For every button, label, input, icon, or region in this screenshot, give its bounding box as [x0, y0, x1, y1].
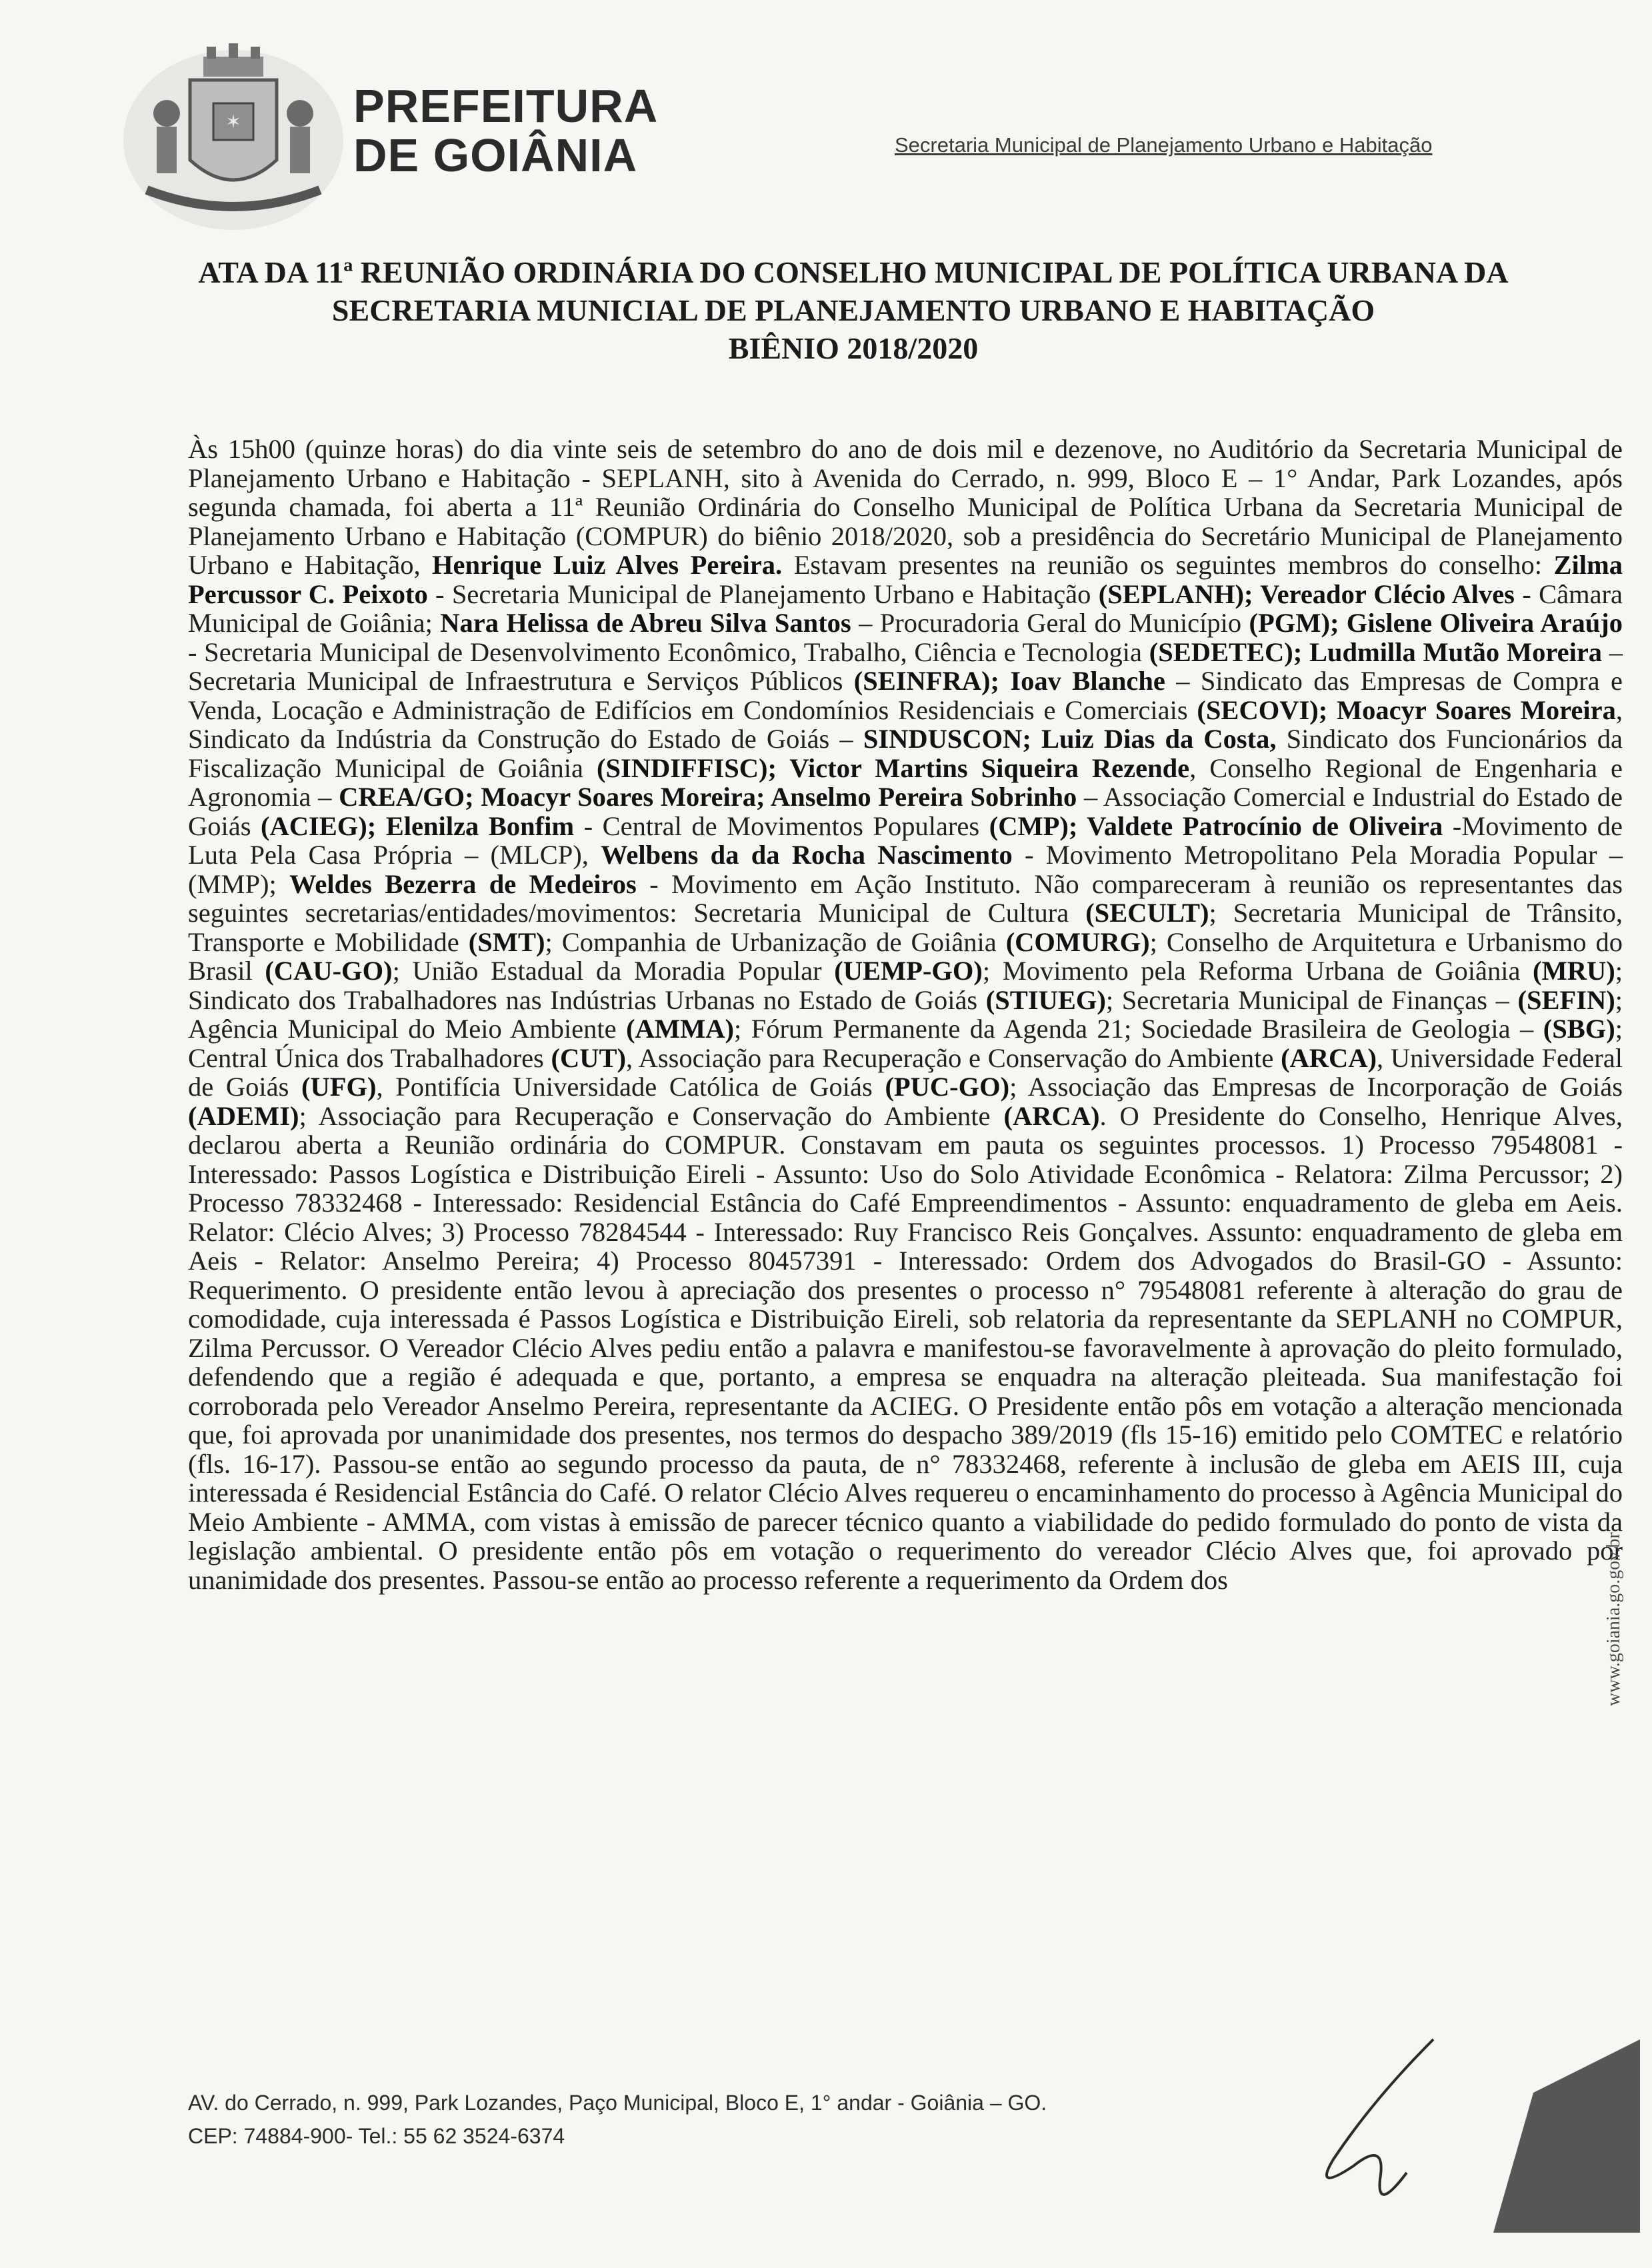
text-run: , Conselho Regional de Engenharia e Agronomia – [188, 752, 1623, 812]
title-line3: BIÊNIO 2018/2020 [728, 331, 979, 365]
bold-run: Welbens da da Rocha Nascimento [601, 840, 1013, 870]
title-line2: SECRETARIA MUNICIAL DE PLANEJAMENTO URBANO E HABITAÇÃO [331, 293, 1375, 327]
text-run: , Sindicato da Indústria da Construção do Estado de Goiás – [188, 694, 1623, 754]
title-line1: ATA DA 11ª REUNIÃO ORDINÁRIA DO CONSELHO MUNICIPAL DE POLÍTICA URBANA DA [198, 255, 1509, 289]
text-run: ; Movimento pela Reforma Urbana de Goiânia [982, 956, 1533, 986]
bold-run: (ACIEG); Elenilza Bonfim [261, 810, 575, 841]
text-run: ; Central Única dos Trabalhadores [188, 1014, 1623, 1073]
text-run: - Movimento em Ação Instituto. Não compareceram à reunião os representantes das seguintes secretarias/entidades/movimentos: Secretaria Municipal de Cultura [188, 868, 1623, 928]
bold-run: (UEMP-GO) [834, 956, 983, 986]
org-name [353, 81, 658, 180]
text-run: - Central de Movimentos Populares [574, 810, 989, 841]
text-run: Sindicato dos Funcionários da Fiscalização Municipal de Goiânia [188, 724, 1623, 783]
text-run: , Pontifícia Universidade Católica de Goiás [376, 1072, 885, 1102]
bold-run: (SEFIN) [1517, 984, 1615, 1015]
bold-run: Henrique Luiz Alves Pereira. [432, 550, 783, 580]
bold-run: (SECOVI); Moacyr Soares Moreira [1197, 694, 1616, 725]
text-run: ; União Estadual da Moradia Popular [392, 956, 835, 986]
bold-run: (ARCA) [1003, 1100, 1100, 1131]
bold-run: (SEINFRA); Ioav Blanche [853, 666, 1165, 696]
org-name-line1: PREFEITURA [353, 80, 659, 132]
bold-run: (SECULT) [1085, 898, 1209, 928]
text-run: – Secretaria Municipal de Infraestrutura e Serviços Públicos [188, 636, 1623, 696]
coat-of-arms-logo [120, 40, 347, 233]
bold-run: (CMP); Valdete Patrocínio de Oliveira [989, 810, 1443, 841]
bold-run: (SMT) [468, 926, 545, 957]
bold-run: (SBG) [1543, 1014, 1615, 1044]
text-run: ; Agência Municipal do Meio Ambiente [188, 984, 1623, 1044]
text-run: ; Secretaria Municipal de Finanças – [1105, 984, 1518, 1015]
text-run: . O Presidente do Conselho, Henrique Alves, declarou aberta a Reunião ordinária do COMPUR. Constavam em pauta os seguintes processos. 1) Processo 79548081 - Interessado: Passos Logística e Distribuição Eireli - Assunto: Uso do Solo Atividade Econômica - Relatora: Zilma Percussor; 2) Processo 78332468 - Interessado: Residencial Estância do Café Empreendimentos - Assunto: enquadramento de gleba em Aeis. Relator: Clécio Alves; 3) Processo 78284544 - Interessado: Ruy Francisco Reis Gonçalves. Assunto: enquadramento de gleba em Aeis - Relator: Anselmo Pereira; 4) Processo 80457391 - Interessado: Ordem dos Advogados do Brasil-GO - Assunto: Requerimento. O presidente então levou à apreciação dos presentes o processo n° 79548081 referente à alteração do grau de comodidade, cuja interessada é Passos Logística e Distribuição Eireli, sob relatoria da representante da SEPLANH no COMPUR, Zilma Percussor. O Vereador Clécio Alves pediu então a palavra e manifestou-se favoravelmente à aprovação do pleito formulado, defendendo que a região é adequada e que, portanto, a empresa se enquadra na alteração pleiteada. Sua manifestação foi corroborada pelo Vereador Anselmo Pereira, representante da ACIEG. O Presidente então pôs em votação a alteração mencionada que, foi aprovada por unanimidade dos presentes, nos termos do despacho 389/2019 (fls 15-16) emitido pelo COMTEC e relatório (fls. 16-17). Passou-se então ao segundo processo da pauta, de n° 78332468, referente à inclusão de gleba em AEIS III, cuja interessada é Residencial Estância do Café. O relator Clécio Alves requereu o encaminhamento do processo à Agência Municipal do Meio Ambiente - AMMA, com vistas à emissão de parecer técnico quanto a viabilidade do pedido formulado do ponto de vista da legislação ambiental. O presidente então pôs em votação o requerimento do vereador Clécio Alves que, foi aprovado por unanimidade dos presentes. Passou-se então ao processo referente a requerimento da Ordem dos [188, 1100, 1623, 1595]
footer [188, 2086, 1047, 2153]
secretaria-header: Secretaria Municipal de Planejamento Urbano e Habitação [895, 133, 1433, 157]
text-run: , Associação para Recuperação e Conservação do Ambiente [626, 1042, 1281, 1073]
text-run: ; Associação para Recuperação e Conservação do Ambiente [299, 1100, 1004, 1131]
bold-run: (SINDIFFISC); Victor Martins Siqueira Rezende [596, 752, 1190, 783]
bold-run: (UFG) [301, 1072, 377, 1102]
bold-run: (SEDETEC); Ludmilla Mutão Moreira [1149, 636, 1603, 667]
minutes-body [188, 435, 1623, 1594]
text-run: -Movimento de Luta Pela Casa Própria – (MLCP), [188, 810, 1623, 870]
text-run: - Secretaria Municipal de Desenvolvimento Econômico, Trabalho, Ciência e Tecnologia [188, 636, 1149, 667]
text-run: - Movimento Metropolitano Pela Moradia Popular – (MMP); [188, 840, 1623, 899]
text-run: - Secretaria Municipal de Planejamento Urbano e Habitação [427, 578, 1099, 609]
text-run: ; Secretaria Municipal de Trânsito, Transporte e Mobilidade [188, 898, 1623, 957]
bold-run: (ADEMI) [188, 1100, 299, 1131]
text-run: ; Conselho de Arquitetura e Urbanismo do Brasil [188, 926, 1623, 986]
bold-run: (COMURG) [1005, 926, 1150, 957]
footer-address: AV. do Cerrado, n. 999, Park Lozandes, Paço Municipal, Bloco E, 1° andar - Goiânia – GO. [188, 2091, 1047, 2115]
bold-run: Nara Helissa de Abreu Silva Santos [440, 608, 851, 638]
bold-run: (PUC-GO) [885, 1072, 1010, 1102]
svg-text:✶: ✶ [225, 111, 241, 133]
text-run: ; Companhia de Urbanização de Goiânia [545, 926, 1006, 957]
bold-run: (PGM); Gislene Oliveira Araújo [1249, 608, 1623, 638]
side-url-text: www.goiania.go.gov.br [1603, 1532, 1624, 1706]
bold-run: (STIUEG) [985, 984, 1106, 1015]
bold-run: (ARCA) [1281, 1042, 1377, 1073]
signature-mark [1213, 2013, 1647, 2233]
org-name-line2: DE GOIÂNIA [353, 129, 638, 181]
bold-run: SINDUSCON; Luiz Dias da Costa, [863, 724, 1277, 754]
text-run: – Associação Comercial e Industrial do Estado de Goiás [188, 782, 1623, 841]
text-run: - Câmara Municipal de Goiânia; [188, 578, 1623, 638]
text-run: Estavam presentes na reunião os seguintes membros do conselho: [782, 550, 1554, 580]
document-title [133, 253, 1573, 367]
text-run: Às 15h00 (quinze horas) do dia vinte seis de setembro do ano de dois mil e dezenove, no Auditório da Secretaria Municipal de Planejamento Urbano e Habitação - SEPLANH, sito à Avenida do Cerrado, n. 999, Bloco E – 1° Andar, Park Lozandes, após segunda chamada, foi aberta a 11ª Reunião Ordinária do Conselho Municipal de Política Urbana da Secretaria Municipal de Planejamento Urbano e Habitação (COMPUR) do biênio 2018/2020, sob a presidência do Secretário Municipal de Planejamento Urbano e Habitação, [188, 434, 1623, 580]
text-run: – Procuradoria Geral do Município [851, 608, 1249, 638]
text-run: ; Associação das Empresas de Incorporação de Goiás [1009, 1072, 1623, 1102]
bold-run: (AMMA) [626, 1014, 734, 1044]
bold-run: (CUT) [551, 1042, 627, 1073]
bold-run: CREA/GO; Moacyr Soares Moreira; Anselmo Pereira Sobrinho [339, 782, 1077, 812]
bold-run: Zilma Percussor C. Peixoto [188, 550, 1623, 609]
bold-run: (MRU) [1533, 956, 1615, 986]
footer-contact: CEP: 74884-900- Tel.: 55 62 3524-6374 [188, 2124, 565, 2148]
text-run: , Universidade Federal de Goiás [188, 1042, 1623, 1102]
text-run: – Sindicato das Empresas de Compra e Venda, Locação e Administração de Edifícios em Condomínios Residenciais e Comerciais [188, 666, 1623, 725]
bold-run: (SEPLANH); Vereador Clécio Alves [1098, 578, 1515, 609]
text-run: ; Sindicato dos Trabalhadores nas Indústrias Urbanas no Estado de Goiás [188, 956, 1623, 1015]
bold-run: Weldes Bezerra de Medeiros [289, 868, 637, 899]
bold-run: (CAU-GO) [265, 956, 393, 986]
text-run: ; Fórum Permanente da Agenda 21; Sociedade Brasileira de Geologia – [733, 1014, 1543, 1044]
